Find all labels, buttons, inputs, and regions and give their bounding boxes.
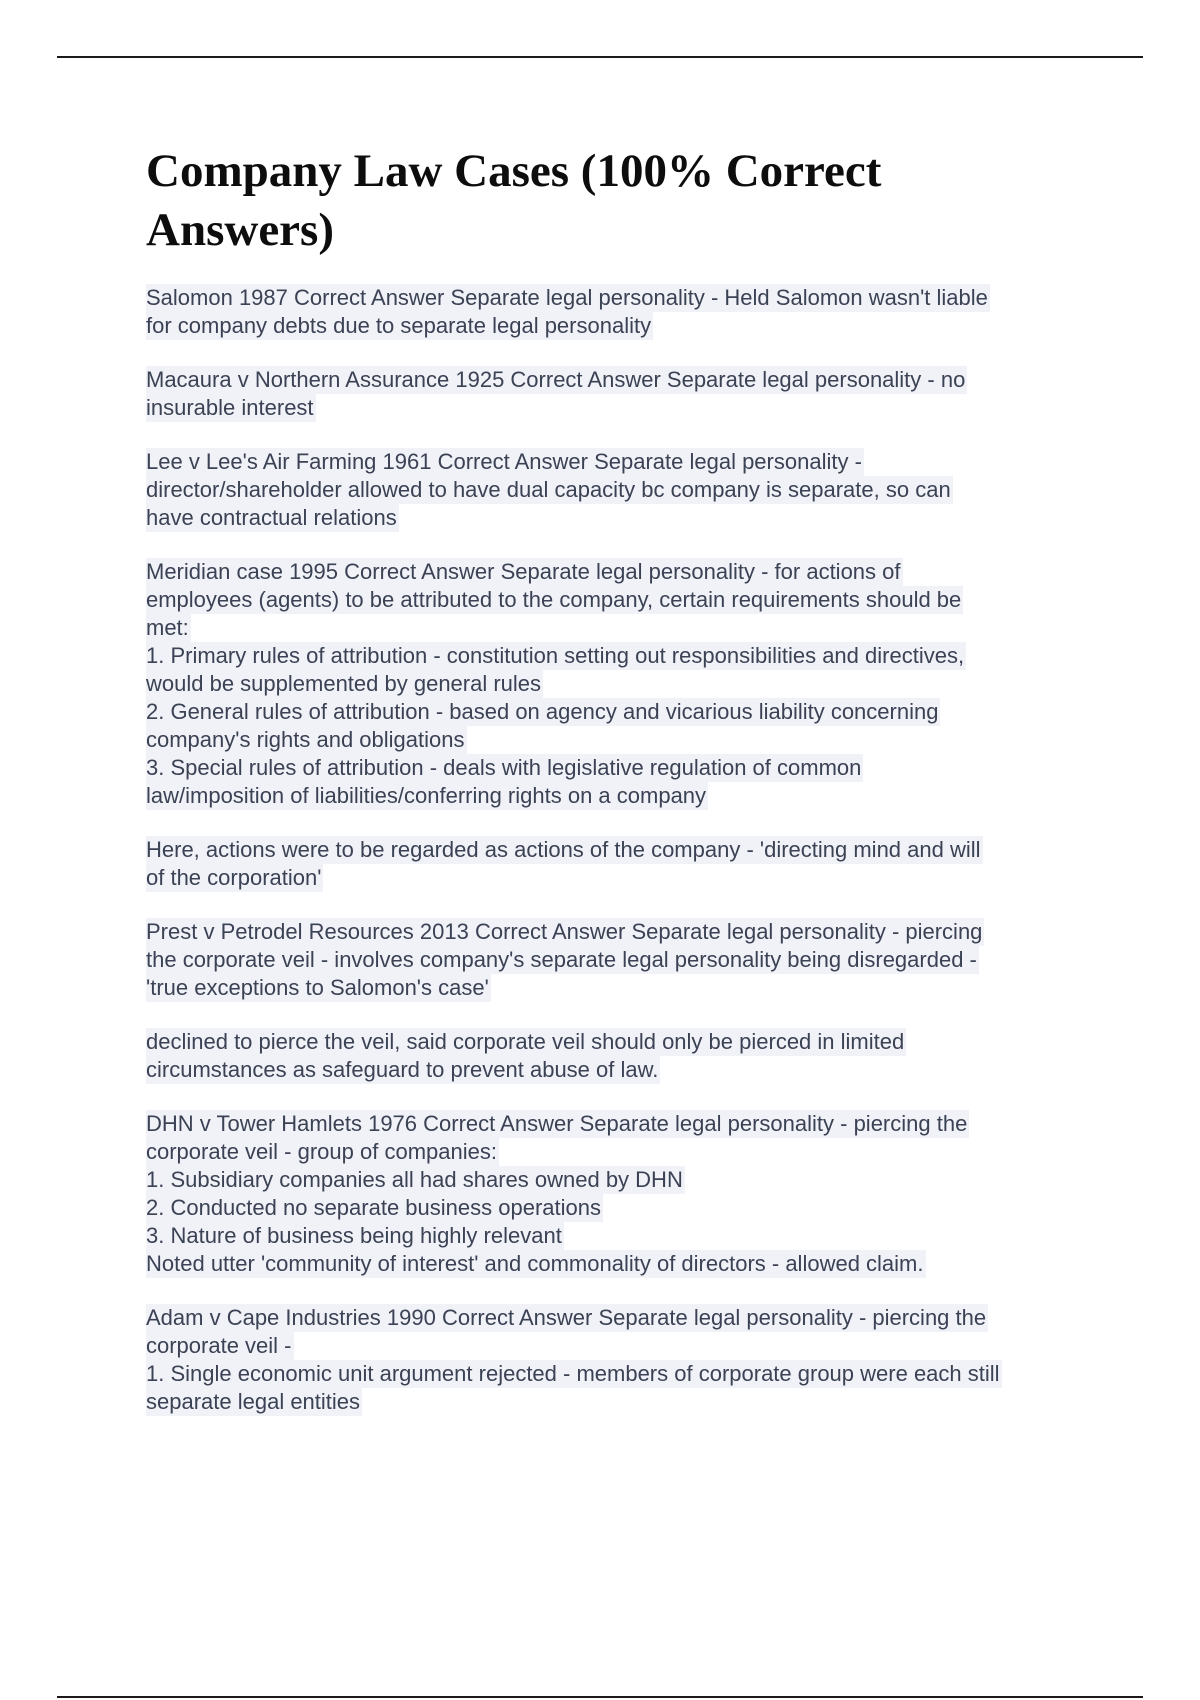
text-line-content: employees (agents) to be attributed to the company, certain requirements should be [146, 587, 962, 612]
text-line [146, 558, 1096, 586]
text-line-content: Macaura v Northern Assurance 1925 Correct Answer Separate legal personality - no [146, 367, 966, 392]
text-line-content: DHN v Tower Hamlets 1976 Correct Answer Separate legal personality - piercing the [146, 1111, 968, 1136]
text-line-content: law/imposition of liabilities/conferring rights on a company [146, 783, 707, 808]
text-line-content: Salomon 1987 Correct Answer Separate legal personality - Held Salomon wasn't liable [146, 285, 988, 310]
text-line-content: declined to pierce the veil, said corporate veil should only be pierced in limited [146, 1029, 905, 1054]
text-line [146, 836, 1096, 864]
text-line-content: met: [146, 615, 189, 640]
text-line [146, 918, 1096, 946]
text-line [146, 642, 1096, 670]
document-body [146, 284, 1096, 1442]
text-line [146, 726, 1096, 754]
text-line [146, 586, 1096, 614]
text-line-content: 1. Primary rules of attribution - constitution setting out responsibilities and directives, [146, 643, 965, 668]
case-paragraph-prest-note [146, 1028, 1096, 1084]
text-line-content: 3. Nature of business being highly relevant [146, 1223, 562, 1248]
text-line-content: corporate veil - group of companies: [146, 1139, 497, 1164]
case-paragraph-lee [146, 448, 1096, 532]
text-line-content: director/shareholder allowed to have dual capacity bc company is separate, so can [146, 477, 951, 502]
text-line [146, 1332, 1096, 1360]
text-line-content: Here, actions were to be regarded as actions of the company - 'directing mind and will [146, 837, 981, 862]
text-line [146, 448, 1096, 476]
text-line [146, 698, 1096, 726]
text-line-content: have contractual relations [146, 505, 397, 530]
text-line-content: would be supplemented by general rules [146, 671, 542, 696]
text-line [146, 1222, 1096, 1250]
page-title [146, 142, 1106, 260]
text-line [146, 864, 1096, 892]
text-line-content: Noted utter 'community of interest' and commonality of directors - allowed claim. [146, 1251, 924, 1276]
text-line-content: 1. Subsidiary companies all had shares owned by DHN [146, 1167, 683, 1192]
text-line [146, 366, 1096, 394]
text-line-content: insurable interest [146, 395, 314, 420]
text-line [146, 1360, 1096, 1388]
case-paragraph-dhn [146, 1110, 1096, 1278]
text-line [146, 394, 1096, 422]
text-line-content: 2. Conducted no separate business operations [146, 1195, 601, 1220]
text-line-content: 1. Single economic unit argument rejected - members of corporate group were each still [146, 1361, 1000, 1386]
text-line-content: for company debts due to separate legal personality [146, 313, 652, 338]
text-line [146, 754, 1096, 782]
text-line-content: Meridian case 1995 Correct Answer Separate legal personality - for actions of [146, 559, 901, 584]
case-paragraph-meridian-note [146, 836, 1096, 892]
case-paragraph-macaura [146, 366, 1096, 422]
text-line [146, 946, 1096, 974]
text-line [146, 1138, 1096, 1166]
bottom-rule [57, 1696, 1143, 1698]
text-line-content: company's rights and obligations [146, 727, 465, 752]
page-title-line: Answers) [146, 204, 334, 256]
text-line-content: of the corporation' [146, 865, 322, 890]
text-line [146, 1194, 1096, 1222]
text-line-content: separate legal entities [146, 1389, 361, 1414]
text-line [146, 284, 1096, 312]
case-paragraph-meridian [146, 558, 1096, 810]
text-line [146, 476, 1096, 504]
text-line [146, 670, 1096, 698]
text-line [146, 1028, 1096, 1056]
text-line [146, 1110, 1096, 1138]
text-line-content: 'true exceptions to Salomon's case' [146, 975, 489, 1000]
text-line [146, 504, 1096, 532]
text-line-content: circumstances as safeguard to prevent abuse of law. [146, 1057, 659, 1082]
text-line [146, 1056, 1096, 1084]
text-line [146, 974, 1096, 1002]
text-line [146, 1304, 1096, 1332]
text-line-content: corporate veil - [146, 1333, 292, 1358]
text-line [146, 1388, 1096, 1416]
text-line [146, 1250, 1096, 1278]
text-line [146, 312, 1096, 340]
case-paragraph-salomon [146, 284, 1096, 340]
text-line [146, 782, 1096, 810]
text-line-content: the corporate veil - involves company's separate legal personality being disregarded - [146, 947, 977, 972]
text-line-content: 3. Special rules of attribution - deals with legislative regulation of common [146, 755, 862, 780]
page-title-line: Company Law Cases (100% Correct [146, 145, 882, 197]
text-line-content: Lee v Lee's Air Farming 1961 Correct Answer Separate legal personality - [146, 449, 862, 474]
text-line-content: Adam v Cape Industries 1990 Correct Answer Separate legal personality - piercing the [146, 1305, 987, 1330]
case-paragraph-prest [146, 918, 1096, 1002]
text-line-content: 2. General rules of attribution - based on agency and vicarious liability concerning [146, 699, 939, 724]
text-line-content: Prest v Petrodel Resources 2013 Correct Answer Separate legal personality - piercing [146, 919, 983, 944]
top-rule [57, 56, 1143, 58]
case-paragraph-adam [146, 1304, 1096, 1416]
text-line [146, 614, 1096, 642]
text-line [146, 1166, 1096, 1194]
